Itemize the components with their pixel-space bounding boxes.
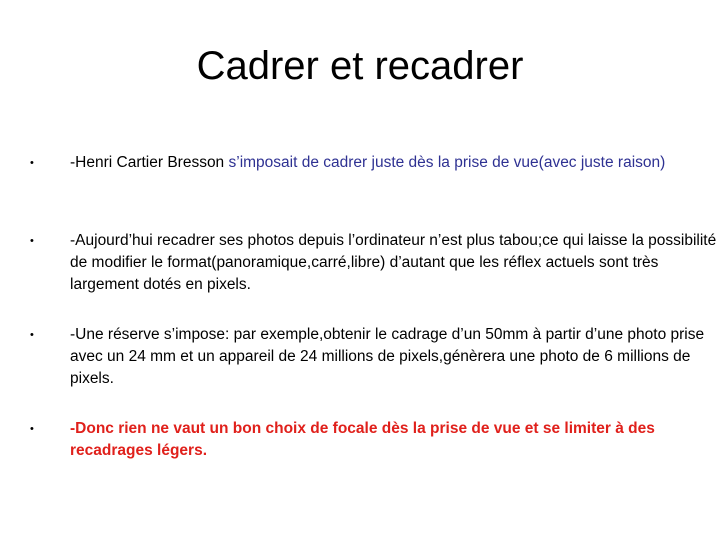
bullet-marker: • — [30, 329, 34, 341]
bullet-item-1 — [30, 152, 720, 174]
bullet-2-text: -Aujourd’hui recadrer ses photos depuis l’ordinateur n’est plus tabou;ce qui laisse la possibilité de modifier le format(panoramique,carré,libre) d’autant que les réflex actuels sont très largement dotés en pixels. — [70, 232, 717, 293]
bullet-marker: • — [30, 423, 34, 435]
bullet-item-3 — [30, 324, 720, 390]
bullet-1-text-intro: -Henri Cartier Bresson — [70, 154, 229, 171]
bullet-item-4 — [30, 418, 720, 462]
bullet-1-text-highlight: s’imposait de cadrer juste dès la prise de vue(avec juste raison) — [228, 154, 666, 171]
bullet-3-text: -Une réserve s’impose: par exemple,obtenir le cadrage d’un 50mm à partir d’une photo prise avec un 24 mm et un appareil de 24 millions de pixels,génèrera une photo de 6 millions de pixels. — [70, 326, 705, 387]
bullet-4-text: -Donc rien ne vaut un bon choix de focale dès la prise de vue et se limiter à des recadrages légers. — [70, 420, 655, 459]
bullet-marker: • — [30, 235, 34, 247]
bullet-marker: • — [30, 157, 34, 169]
slide-title: Cadrer et recadrer — [196, 44, 524, 88]
bullet-item-2 — [30, 230, 720, 296]
